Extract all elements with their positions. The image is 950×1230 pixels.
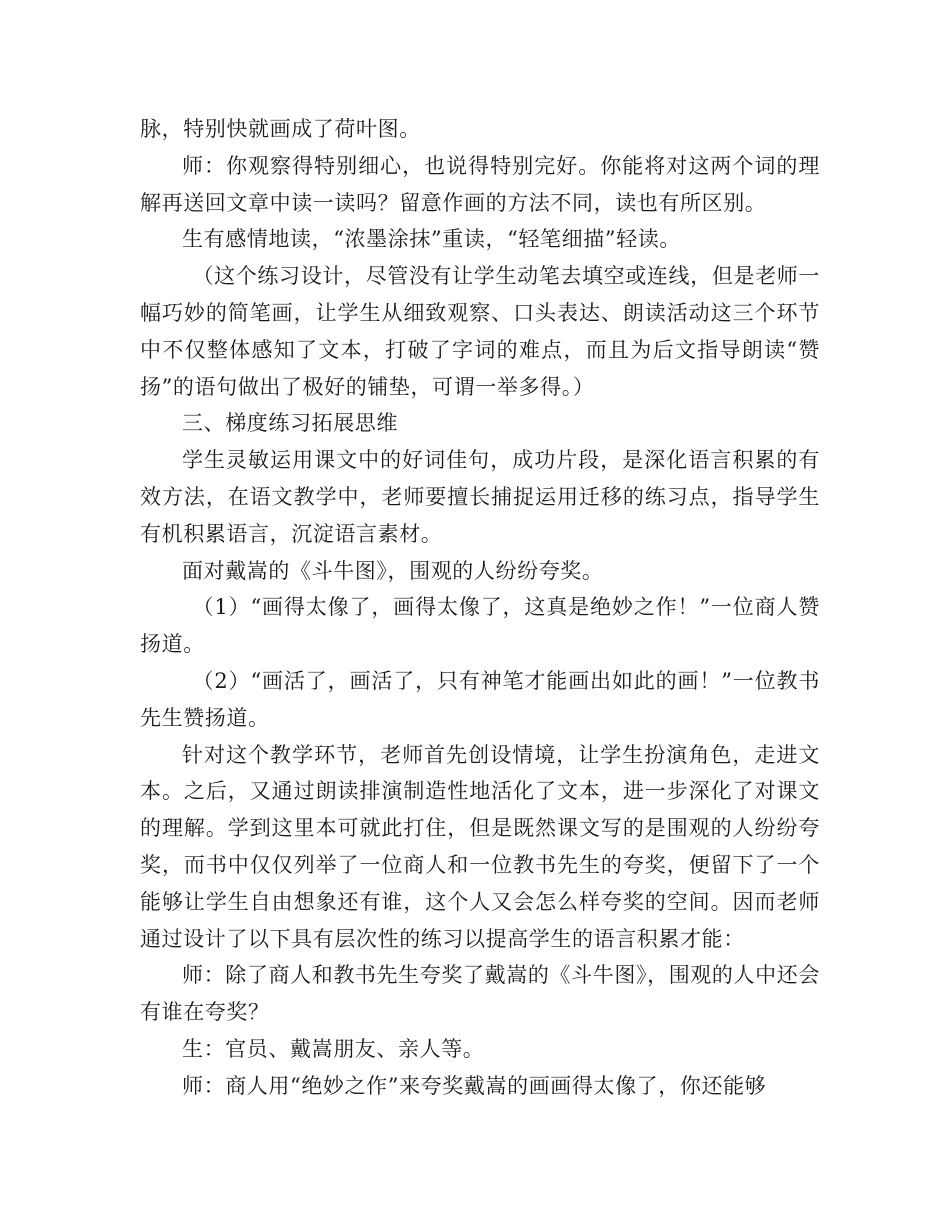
paragraph-student-answer: 生：官员、戴嵩朋友、亲人等。 xyxy=(182,1036,485,1061)
list-item-2: （2）“画活了，画活了，只有神笔才能画出如此的画！”一位教书先生赞扬道。 xyxy=(140,668,820,730)
section-heading: 三、梯度练习拓展思维 xyxy=(182,411,398,436)
paragraph-teacher-question: 师：除了商人和教书先生夸奖了戴嵩的《斗牛图》，围观的人中还会有谁在夸奖？ xyxy=(140,963,820,1025)
paragraph-method: 学生灵敏运用课文中的好词佳句，成功片段，是深化语言积累的有效方法，在语文教学中，老师要擅长捕捉运用迁移的练习点，指导学生有机积累语言，沉淀语言素材。 xyxy=(140,448,820,546)
list-item-1: （1）“画得太像了，画得太像了，这真是绝妙之作！”一位商人赞扬道。 xyxy=(140,595,820,657)
paragraph-teacher-praise: 师：你观察得特别细心，也说得特别完好。你能将对这两个词的理解再送回文章中读一读吗？留意作画的方法不同，读也有所区别。 xyxy=(140,153,820,215)
paragraph-student-reading: 生有感情地读，“浓墨涂抹”重读，“轻笔细描”轻读。 xyxy=(182,227,681,252)
paragraph-design-comment: （这个练习设计，尽管没有让学生动笔去填空或连线，但是老师一幅巧妙的简笔画，让学生从细致观察、口头表达、朗读活动这三个环节中不仅整体感知了文本，打破了字词的难点，而且为后文指导朗读“赞扬”的语句做出了极好的铺垫，可谓一举多得。） xyxy=(140,264,820,399)
paragraph-teacher-followup: 师：商人用“绝妙之作”来夸奖戴嵩的画画得太像了，你还能够 xyxy=(182,1073,767,1098)
paragraph-scene: 面对戴嵩的《斗牛图》，围观的人纷纷夸奖。 xyxy=(182,558,604,583)
paragraph-teaching-analysis: 针对这个教学环节，老师首先创设情境，让学生扮演角色，走进文本。之后，又通过朗读排演制造性地活化了文本，进一步深化了对课文的理解。学到这里本可就此打住，但是既然课文写的是围观的人纷纷夸奖，而书中仅仅列举了一位商人和一位教书先生的夸奖，便留下了一个能够让学生自由想象还有谁，这个人又会怎么样夸奖的空间。因而老师通过设计了以下具有层次性的练习以提高学生的语言积累才能： xyxy=(140,742,820,951)
document-body xyxy=(140,111,820,1105)
paragraph-continuation: 脉，特别快就画成了荷叶图。 xyxy=(140,117,421,141)
